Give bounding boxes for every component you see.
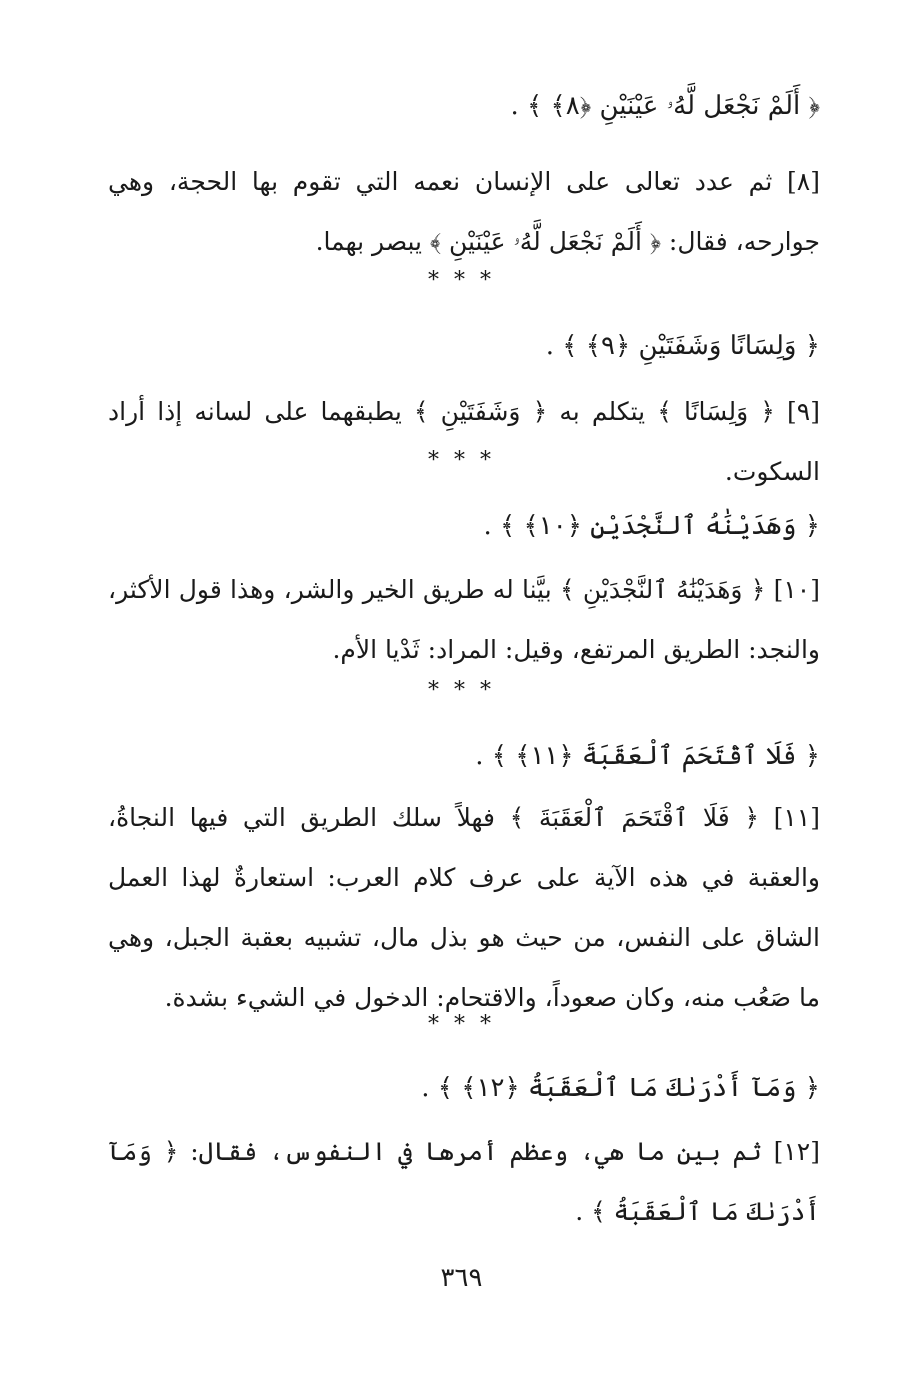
commentary-paragraph-10: [١٠] ﴿ وَهَدَيْنَٰهُ ٱلنَّجْدَيْنِ ﴾ بيَّنا له طريق الخير والشر، وهذا قول الأكثر، والنجد: الطريق المرتفع، وقيل: المراد: ثَدْيا الأم.	[108, 575, 820, 664]
page-number: ٣٦٩	[440, 1263, 483, 1293]
commentary-paragraph-11: [١١] ﴿ فَلَا ٱقْتَحَمَ ٱلْعَقَبَةَ ﴾ فهلاً سلك الطريق التي فيها النجاةُ، والعقبة في هذه الآية على عرف كلام العرب: استعارةٌ لهذا العمل الشاق على النفس، من حيث هو بذل مال، تشبيه بعقبة الجبل، وهي ما صَعُب منه، وكان صعوداً، والاقتحام: الدخول في الشيء بشدة.	[108, 803, 820, 1012]
quran-verse-10: ﴿ وَهَدَيْنَٰهُ ٱلنَّجْدَيْنِ ﴿١٠﴾ ﴾ .	[483, 511, 820, 541]
quran-verse-11: ﴿ فَلَا ٱقْتَحَمَ ٱلْعَقَبَةَ ﴿١١﴾ ﴾ .	[475, 741, 820, 771]
section-separator: * * *	[428, 448, 495, 473]
quran-verse-8: ﴿ أَلَمْ نَجْعَل لَّهُۥ عَيْنَيْنِ ﴿٨﴾ ﴾ .	[510, 91, 820, 121]
section-separator: * * *	[428, 268, 495, 293]
quran-verse-9: ﴿ وَلِسَانًا وَشَفَتَيْنِ ﴿٩﴾ ﴾ .	[545, 331, 820, 361]
section-separator: * * *	[428, 1012, 495, 1037]
commentary-paragraph-9: [٩] ﴿ وَلِسَانًا ﴾ يتكلم به ﴿ وَشَفَتَيْنِ ﴾ يطبقهما على لسانه إذا أراد السكوت.	[108, 397, 820, 486]
commentary-paragraph-12: [١٢] ثم بين ما هي، وعظم أمرها في النفوس، فقال: ﴿ وَمَآ أَدْرَىٰكَ مَا ٱلْعَقَبَةُ ﴾ .	[108, 1137, 820, 1226]
commentary-paragraph-8: [٨] ثم عدد تعالى على الإنسان نعمه التي تقوم بها الحجة، وهي جوارحه، فقال: ﴿ أَلَمْ نَجْعَل لَّهُۥ عَيْنَيْنِ ﴾ يبصر بهما.	[108, 167, 820, 256]
section-separator: * * *	[428, 678, 495, 703]
quran-verse-12: ﴿ وَمَآ أَدْرَىٰكَ مَا ٱلْعَقَبَةُ ﴿١٢﴾ ﴾ .	[421, 1073, 820, 1103]
